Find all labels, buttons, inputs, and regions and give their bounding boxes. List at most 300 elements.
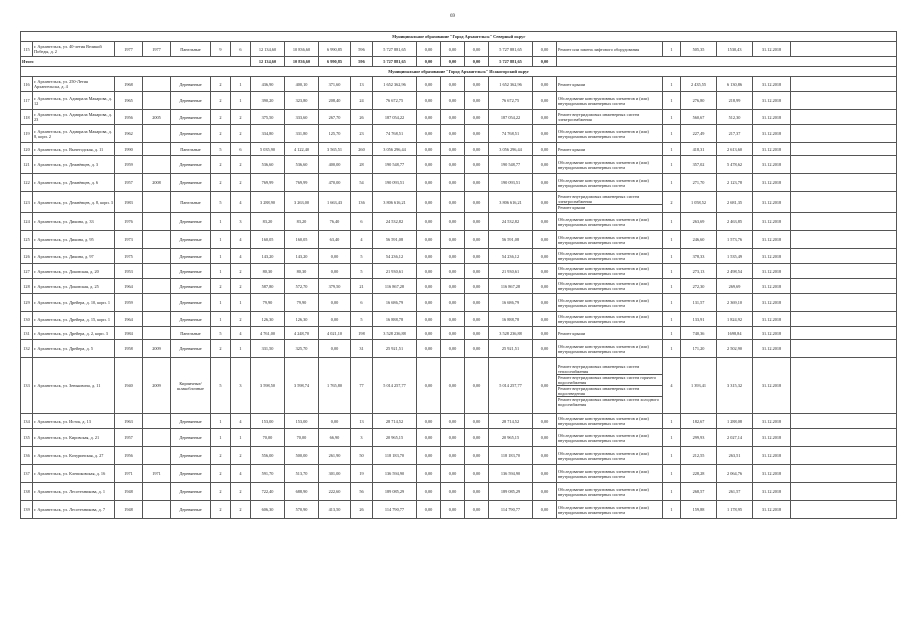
regional-cost-cell: 0,00: [441, 156, 465, 174]
other-cost-cell: 0,00: [533, 327, 557, 340]
residents-cell: 13: [351, 414, 373, 429]
regional-cost-cell: 0,00: [441, 213, 465, 231]
build-year-cell: 1940: [115, 358, 143, 414]
row-number: 138: [21, 483, 33, 501]
fund-cost-cell: 0,00: [417, 279, 441, 294]
row-number: 116: [21, 77, 33, 92]
fund-cost-cell: 0,00: [417, 125, 441, 143]
deadline-cell: 31.12.2018: [753, 249, 791, 264]
local-cost-cell: 0,00: [465, 447, 489, 465]
repair-year-cell: 2005: [143, 110, 171, 125]
total-cost-cell: 187 054,22: [373, 110, 417, 125]
residential-area-cell: 267,70: [319, 110, 351, 125]
works-cell: [557, 501, 663, 519]
residential-area-cell: 0,00: [319, 340, 351, 358]
wall-material-cell: Деревянные: [171, 231, 211, 249]
blank-cell: [791, 465, 897, 483]
blank-cell: [791, 340, 897, 358]
capital-repair-table: [20, 31, 897, 519]
address-cell: г. Архангельск, ул. Доковская, д. 20: [33, 264, 115, 279]
residential-area-cell: 208,40: [319, 92, 351, 110]
floors-cell: 1: [211, 414, 231, 429]
fund-cost-cell: 0,00: [417, 294, 441, 312]
deadline-cell: 31.12.2018: [753, 279, 791, 294]
deadline-cell: 31.12.2018: [753, 110, 791, 125]
table-row: [21, 231, 897, 249]
units-cell: 1: [663, 447, 681, 465]
wall-material-cell: Деревянные: [171, 429, 211, 447]
other-cost-cell: 0,00: [533, 264, 557, 279]
residential-area-cell: 1 663,43: [319, 192, 351, 213]
floors-cell: 5: [211, 143, 231, 156]
premises-area-cell: 572,70: [285, 279, 319, 294]
owners-cost-cell: 3 528 236,88: [489, 327, 533, 340]
unit-cost-cell: 246,60: [681, 231, 717, 249]
residential-area-cell: 4 021,10: [319, 327, 351, 340]
other-cost-cell: 0,00: [533, 501, 557, 519]
other-cost-cell: 0,00: [533, 156, 557, 174]
regional-cost-cell: 0,00: [441, 294, 465, 312]
address-cell: г. Архангельск, ул. Кировская, д. 21: [33, 429, 115, 447]
owners-cost-cell: 5 014 257,77: [489, 358, 533, 414]
units-cell: 1: [663, 501, 681, 519]
premises-area-cell: 513,70: [285, 465, 319, 483]
floors-cell: 1: [211, 231, 231, 249]
work-item: Ремонт крыши: [558, 146, 586, 152]
residential-area-cell: 6 990,85: [319, 57, 351, 67]
other-cost-cell: 0,00: [533, 294, 557, 312]
table-row: [21, 429, 897, 447]
entrances-cell: 1: [231, 340, 251, 358]
works-cell: [557, 447, 663, 465]
entrances-cell: 4: [231, 192, 251, 213]
total-cost-cell: 190 093,51: [373, 174, 417, 192]
units-cell: 1: [663, 156, 681, 174]
work-item: Обследование конструктивных элементов и (или) внутридомовых инженерных систем: [558, 486, 649, 497]
entrances-cell: 3: [231, 213, 251, 231]
row-number: 125: [21, 231, 33, 249]
wall-material-cell: Деревянные: [171, 312, 211, 327]
total-label: Итого: [21, 57, 251, 67]
deadline-cell: 31.12.2018: [753, 77, 791, 92]
unit-cost-cell: 1 058,52: [681, 192, 717, 213]
address-cell: г. Архангельск, ул. Адмирала Макарова, д. 23: [33, 110, 115, 125]
local-cost-cell: 0,00: [465, 231, 489, 249]
regional-cost-cell: 0,00: [441, 358, 465, 414]
works-cell: [557, 429, 663, 447]
owners-cost-cell: 190 548,77: [489, 156, 533, 174]
works-cell: [557, 327, 663, 340]
work-item: Ремонт крыши: [558, 81, 586, 87]
local-cost-cell: 0,00: [465, 110, 489, 125]
residential-area-cell: 125,70: [319, 125, 351, 143]
table-row: [21, 327, 897, 340]
total-area-cell: 722,40: [251, 483, 285, 501]
regional-cost-cell: 0,00: [441, 231, 465, 249]
unit-cost-cell: 263,69: [681, 213, 717, 231]
repair-year-cell: [143, 414, 171, 429]
limit-cost-cell: 2 064,76: [717, 465, 753, 483]
repair-year-cell: [143, 156, 171, 174]
total-area-cell: 334,80: [251, 125, 285, 143]
address-cell: г. Архангельск, ул. Дикина, д. 95: [33, 231, 115, 249]
blank-cell: [791, 279, 897, 294]
limit-cost-cell: 263,51: [717, 447, 753, 465]
build-year-cell: 1971: [115, 465, 143, 483]
floors-cell: 1: [211, 213, 231, 231]
regional-cost-cell: 0,00: [441, 264, 465, 279]
page-number: 69: [450, 14, 455, 19]
floors-cell: 2: [211, 465, 231, 483]
work-item: Обследование конструктивных элементов и (или) внутридомовых инженерных систем: [558, 314, 649, 324]
unit-cost-cell: 740,36: [681, 327, 717, 340]
table-row: [21, 77, 897, 92]
deadline-cell: 31.12.2018: [753, 192, 791, 213]
floors-cell: 2: [211, 125, 231, 143]
residential-area-cell: 371,60: [319, 77, 351, 92]
total-area-cell: 12 134,60: [251, 42, 285, 57]
works-cell: [557, 213, 663, 231]
fund-cost-cell: 0,00: [417, 92, 441, 110]
table-row: [21, 174, 897, 192]
total-cost-cell: 3 806 616,21: [373, 192, 417, 213]
other-cost-cell: 0,00: [533, 447, 557, 465]
works-cell: [557, 42, 663, 57]
floors-cell: 1: [211, 294, 231, 312]
row-number: 132: [21, 340, 33, 358]
address-cell: г. Архангельск, ул. 40-летия Великой Победы, д. 2: [33, 42, 115, 57]
fund-cost-cell: 0,00: [417, 213, 441, 231]
work-item: Обследование конструктивных элементов и (или) внутридомовых инженерных систем: [558, 343, 649, 354]
table-row: [21, 465, 897, 483]
fund-cost-cell: 0,00: [417, 429, 441, 447]
limit-cost-cell: 1 178,95: [717, 501, 753, 519]
blank-cell: [791, 213, 897, 231]
blank-cell: [791, 429, 897, 447]
entrances-cell: 1: [231, 77, 251, 92]
deadline-cell: 31.12.2018: [753, 358, 791, 414]
other-cost-cell: 0,00: [533, 143, 557, 156]
premises-area-cell: 80,30: [285, 264, 319, 279]
row-number: 136: [21, 447, 33, 465]
regional-cost-cell: 0,00: [441, 501, 465, 519]
table-row: [21, 312, 897, 327]
units-cell: 1: [663, 125, 681, 143]
premises-area-cell: 325,70: [285, 340, 319, 358]
total-area-cell: 5 035,90: [251, 143, 285, 156]
build-year-cell: 1957: [115, 429, 143, 447]
limit-cost-cell: 1698,84: [717, 327, 753, 340]
repair-year-cell: [143, 501, 171, 519]
premises-area-cell: 79,90: [285, 294, 319, 312]
total-cost-cell: 136 594,90: [373, 465, 417, 483]
repair-year-cell: [143, 125, 171, 143]
local-cost-cell: 0,00: [465, 264, 489, 279]
local-cost-cell: 0,00: [465, 294, 489, 312]
work-item: Обследование конструктивных элементов и (или) внутридомовых инженерных систем: [558, 216, 649, 227]
work-item: Ремонт внутридомовых инженерных систем холодного водоснабжения: [557, 396, 662, 407]
floors-cell: 2: [211, 77, 231, 92]
work-item: Обследование конструктивных элементов и (или) внутридомовых инженерных систем: [558, 251, 649, 261]
residential-area-cell: 379,50: [319, 279, 351, 294]
residents-cell: 56: [351, 483, 373, 501]
other-cost-cell: 0,00: [533, 42, 557, 57]
address-cell: г. Архангельск, ул. Лесотехникова, д. 1: [33, 483, 115, 501]
row-number: 117: [21, 92, 33, 110]
floors-cell: 5: [211, 192, 231, 213]
work-item: Ремонт крыши: [557, 204, 662, 210]
entrances-cell: 4: [231, 231, 251, 249]
work-item: Обследование конструктивных элементов и (или) внутридомовых инженерных систем: [558, 128, 649, 139]
residential-area-cell: 63,40: [319, 231, 351, 249]
residential-area-cell: 470,00: [319, 174, 351, 192]
floors-cell: 2: [211, 447, 231, 465]
owners-cost-cell: 136 594,90: [489, 465, 533, 483]
residential-area-cell: 0,00: [319, 294, 351, 312]
limit-cost-cell: 2 502,90: [717, 340, 753, 358]
premises-area-cell: 83,20: [285, 213, 319, 231]
fund-cost-cell: 0,00: [417, 447, 441, 465]
works-cell: [557, 312, 663, 327]
floors-cell: 2: [211, 156, 231, 174]
unit-cost-cell: 271,70: [681, 174, 717, 192]
work-item: Ремонт внутридомовых инженерных систем теплоснабжения: [558, 364, 640, 374]
other-cost-cell: 0,00: [533, 125, 557, 143]
work-item: Ремонт внутридомовых инженерных систем горячего водоснабжения: [557, 374, 662, 385]
other-cost-cell: 0,00: [533, 414, 557, 429]
entrances-cell: 4: [231, 414, 251, 429]
unit-cost-cell: 2 435,55: [681, 77, 717, 92]
residential-area-cell: 0,00: [319, 414, 351, 429]
local-cost-cell: 0,00: [465, 465, 489, 483]
blank-cell: [791, 414, 897, 429]
local-cost-cell: 0,00: [465, 143, 489, 156]
local-cost-cell: 0,00: [465, 174, 489, 192]
build-year-cell: 1959: [115, 156, 143, 174]
total-cost-cell: 114 790,77: [373, 501, 417, 519]
work-item: Обследование конструктивных элементов и (или) внутридомовых инженерных систем: [558, 468, 649, 479]
blank-cell: [791, 264, 897, 279]
floors-cell: 2: [211, 340, 231, 358]
entrances-cell: 2: [231, 264, 251, 279]
works-cell: [557, 143, 663, 156]
table-row: [21, 447, 897, 465]
fund-cost-cell: 0,00: [417, 465, 441, 483]
blank-cell: [791, 231, 897, 249]
regional-cost-cell: 0,00: [441, 312, 465, 327]
premises-area-cell: 10 836,60: [285, 57, 319, 67]
address-cell: г. Архангельск, ул. Дрейера, д. 15, корп. 1: [33, 312, 115, 327]
row-number: 124: [21, 213, 33, 231]
wall-material-cell: Панельные: [171, 327, 211, 340]
other-cost-cell: 0,00: [533, 429, 557, 447]
address-cell: г. Архангельск, ул. Вычегодская, д. 11: [33, 143, 115, 156]
owners-cost-cell: 21 930,61: [489, 264, 533, 279]
fund-cost-cell: 0,00: [417, 174, 441, 192]
total-cost-cell: 190 548,77: [373, 156, 417, 174]
row-number: 128: [21, 279, 33, 294]
local-cost-cell: 0,00: [465, 192, 489, 213]
entrances-cell: 2: [231, 174, 251, 192]
fund-cost-cell: 0,00: [417, 483, 441, 501]
table-row: [21, 249, 897, 264]
blank-cell: [791, 501, 897, 519]
entrances-cell: 2: [231, 110, 251, 125]
premises-area-cell: 333,60: [285, 110, 319, 125]
fund-cost-cell: 0,00: [417, 340, 441, 358]
total-cost-cell: 21 930,61: [373, 264, 417, 279]
limit-cost-cell: 1 288,08: [717, 414, 753, 429]
total-area-cell: 160,05: [251, 231, 285, 249]
total-area-cell: 390,20: [251, 92, 285, 110]
local-cost-cell: 0,00: [465, 501, 489, 519]
limit-cost-cell: 1 824,92: [717, 312, 753, 327]
entrances-cell: 4: [231, 465, 251, 483]
build-year-cell: 1983: [115, 192, 143, 213]
residential-area-cell: 1 765,80: [319, 358, 351, 414]
wall-material-cell: Панельные: [171, 143, 211, 156]
repair-year-cell: [143, 213, 171, 231]
total-area-cell: 591,70: [251, 465, 285, 483]
wall-material-cell: Деревянные: [171, 294, 211, 312]
deadline-cell: 31.12.2018: [753, 294, 791, 312]
address-cell: г. Архангельск, ул. Адмирала Макарова, д. 8, корп. 2: [33, 125, 115, 143]
works-cell: [557, 231, 663, 249]
other-cost-cell: 0,00: [533, 279, 557, 294]
regional-cost-cell: 0,00: [441, 279, 465, 294]
address-cell: г. Архангельск, ул. Клепиковская, д. 16: [33, 465, 115, 483]
regional-cost-cell: 0,00: [441, 327, 465, 340]
works-cell: [557, 279, 663, 294]
limit-cost-cell: 6 130,86: [717, 77, 753, 92]
blank-cell: [791, 174, 897, 192]
regional-cost-cell: 0,00: [441, 92, 465, 110]
other-cost-cell: 0,00: [533, 174, 557, 192]
residential-area-cell: 0,00: [319, 264, 351, 279]
row-number: 131: [21, 327, 33, 340]
works-cell: [557, 358, 663, 414]
entrances-cell: 4: [231, 327, 251, 340]
owners-cost-cell: 54 236,12: [489, 249, 533, 264]
repair-year-cell: 2008: [143, 174, 171, 192]
limit-cost-cell: 2 123,78: [717, 174, 753, 192]
limit-cost-cell: 5 478,62: [717, 156, 753, 174]
total-area-cell: 143,20: [251, 249, 285, 264]
residents-cell: 6: [351, 294, 373, 312]
build-year-cell: 1956: [115, 447, 143, 465]
entrances-cell: 2: [231, 501, 251, 519]
works-cell: [557, 156, 663, 174]
units-cell: 1: [663, 249, 681, 264]
total-area-cell: 436,90: [251, 77, 285, 92]
blank-cell: [791, 483, 897, 501]
residents-cell: 596: [351, 57, 373, 67]
row-number: 119: [21, 125, 33, 143]
units-cell: 1: [663, 465, 681, 483]
unit-cost-cell: 182,67: [681, 414, 717, 429]
units-cell: 1: [663, 414, 681, 429]
table-row: [21, 264, 897, 279]
limit-cost-cell: 218,99: [717, 92, 753, 110]
row-number: 122: [21, 174, 33, 192]
units-cell: 1: [663, 143, 681, 156]
deadline-cell: 31.12.2018: [753, 156, 791, 174]
owners-cost-cell: 24 532,82: [489, 213, 533, 231]
total-cost-cell: 5 014 257,77: [373, 358, 417, 414]
premises-area-cell: 536,60: [285, 156, 319, 174]
other-cost-cell: 0,00: [533, 92, 557, 110]
wall-material-cell: Деревянные: [171, 249, 211, 264]
address-cell: г. Архангельск, ул. Лесотехникова, д. 7: [33, 501, 115, 519]
premises-area-cell: 160,05: [285, 231, 319, 249]
limit-cost-cell: 1 573,76: [717, 231, 753, 249]
total-cost-cell: 118 183,70: [373, 447, 417, 465]
deadline-cell: 31.12.2018: [753, 213, 791, 231]
address-cell: г. Архангельск, ул. Доковская, д. 25: [33, 279, 115, 294]
units-cell: 1: [663, 42, 681, 57]
entrances-cell: 2: [231, 156, 251, 174]
total-cost-cell: 3 528 236,88: [373, 327, 417, 340]
total-cost-cell: 76 672,75: [373, 92, 417, 110]
units-cell: 4: [663, 358, 681, 414]
limit-cost-cell: 1530,43: [717, 42, 753, 57]
residents-cell: 31: [351, 340, 373, 358]
limit-cost-cell: 269,69: [717, 279, 753, 294]
total-area-cell: 126,30: [251, 312, 285, 327]
regional-cost-cell: 0,00: [441, 414, 465, 429]
floors-cell: 5: [211, 358, 231, 414]
total-area-cell: 80,30: [251, 264, 285, 279]
units-cell: 1: [663, 77, 681, 92]
deadline-cell: 31.12.2018: [753, 429, 791, 447]
build-year-cell: 1956: [115, 110, 143, 125]
floors-cell: 1: [211, 249, 231, 264]
total-area-cell: 153,00: [251, 414, 285, 429]
premises-area-cell: 70,00: [285, 429, 319, 447]
fund-cost-cell: 0,00: [417, 231, 441, 249]
residential-area-cell: 76,40: [319, 213, 351, 231]
premises-area-cell: 153,00: [285, 414, 319, 429]
local-cost-cell: 0,00: [465, 358, 489, 414]
residents-cell: 4: [351, 231, 373, 249]
limit-cost-cell: 217,37: [717, 125, 753, 143]
residential-area-cell: 301,00: [319, 465, 351, 483]
work-item: Ремонт внутридомовых инженерных систем водоотведения: [557, 385, 662, 396]
blank-cell: [791, 358, 897, 414]
limit-cost-cell: 1 535,49: [717, 249, 753, 264]
wall-material-cell: Кирпичные/ шлакоблочные: [171, 358, 211, 414]
residents-cell: 24: [351, 92, 373, 110]
owners-cost-cell: 187 054,22: [489, 110, 533, 125]
table-row: [21, 42, 897, 57]
owners-cost-cell: 56 591,08: [489, 231, 533, 249]
work-item: Ремонт внутридомовых инженерных систем электроснабжения: [558, 194, 640, 204]
section-title: Муниципальное образование "Город Архангельск" Северный округ: [21, 32, 897, 42]
blank-cell: [557, 57, 897, 67]
section-header: [21, 67, 897, 77]
total-cost-cell: 1 652 362,96: [373, 77, 417, 92]
local-cost-cell: 0,00: [465, 340, 489, 358]
works-cell: [557, 110, 663, 125]
unit-cost-cell: 276,80: [681, 92, 717, 110]
blank-cell: [791, 312, 897, 327]
repair-year-cell: [143, 429, 171, 447]
entrances-cell: 4: [231, 249, 251, 264]
units-cell: 1: [663, 429, 681, 447]
units-cell: 1: [663, 110, 681, 125]
build-year-cell: 1977: [115, 42, 143, 57]
build-year-cell: 1964: [115, 279, 143, 294]
